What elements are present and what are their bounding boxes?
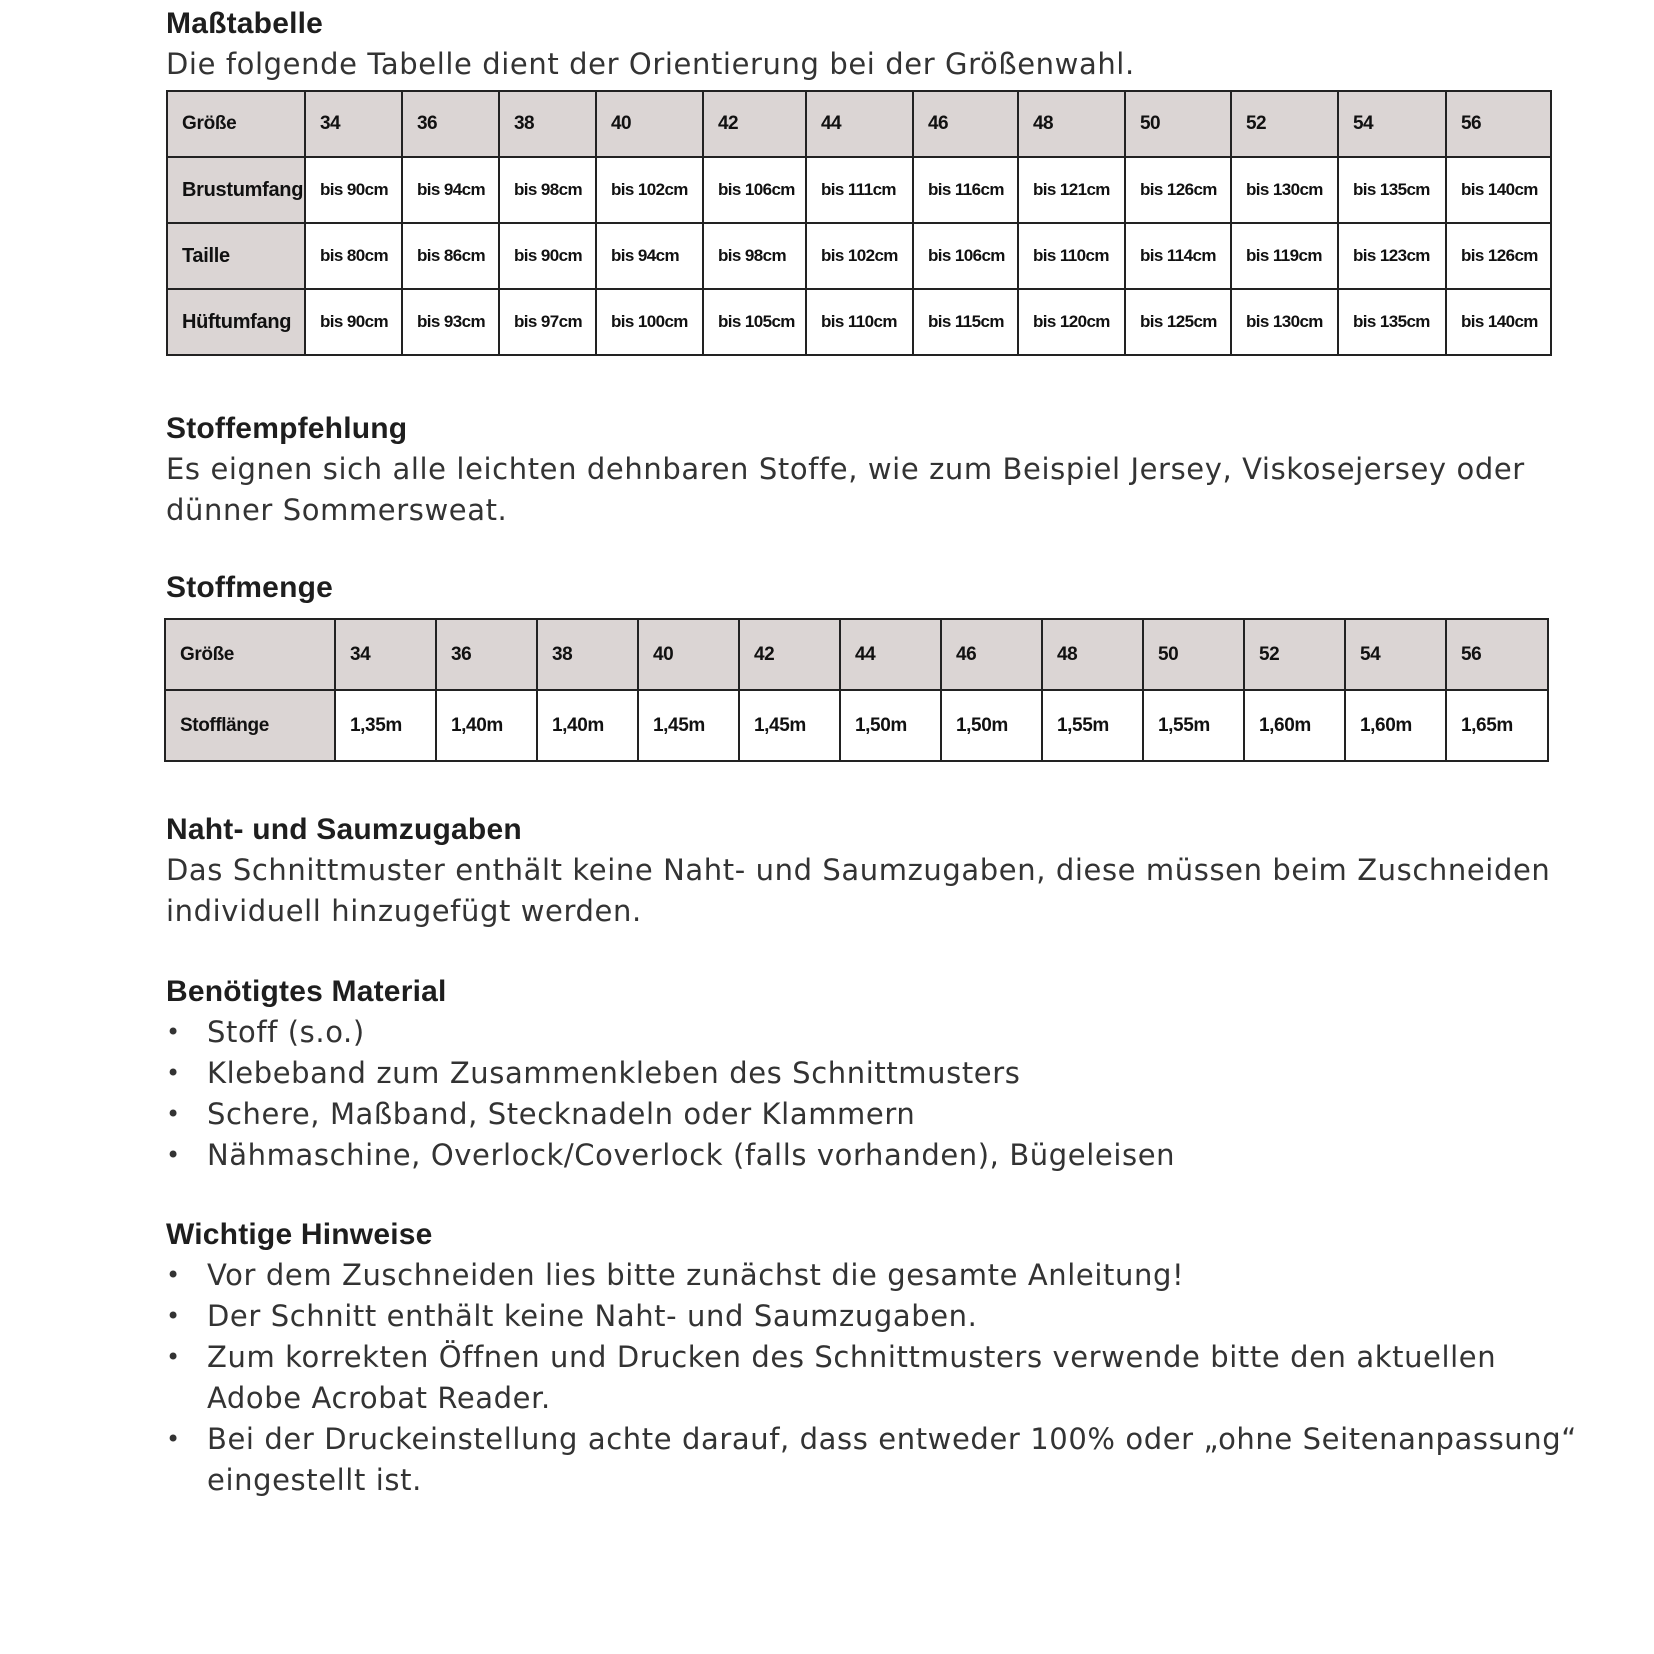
list-item: [166, 1135, 1175, 1176]
size-table-header-cell: 48: [1018, 91, 1125, 157]
hinweise-list: [166, 1255, 1577, 1501]
size-table-cell: bis 100cm: [596, 289, 703, 355]
size-table-cell: bis 94cm: [596, 223, 703, 289]
size-table-header-cell: 54: [1338, 91, 1446, 157]
section-hinweise: [166, 1215, 1577, 1501]
size-table-cell: bis 125cm: [1125, 289, 1231, 355]
fabric-table-cell: 1,60m: [1345, 690, 1446, 761]
fabric-table-header-cell: 46: [941, 619, 1042, 690]
fabric-table-cell: 1,45m: [638, 690, 739, 761]
fabric-table-cell: 1,65m: [1446, 690, 1548, 761]
list-item: [166, 1296, 1577, 1337]
list-item-text: Stoff (s.o.): [207, 1015, 365, 1049]
stoffempfehlung-heading: Stoffempfehlung: [166, 412, 408, 445]
section-material: [166, 972, 1175, 1176]
size-table-header-cell: 44: [806, 91, 913, 157]
fabric-table-cell: 1,55m: [1042, 690, 1143, 761]
size-table-cell: bis 140cm: [1446, 289, 1551, 355]
size-table-cell: bis 80cm: [305, 223, 402, 289]
stoffmenge-heading: Stoffmenge: [166, 571, 333, 604]
size-table-header-cell: 38: [499, 91, 596, 157]
size-table-cell: bis 110cm: [1018, 223, 1125, 289]
size-table-cell: bis 126cm: [1125, 157, 1231, 223]
stoffempfehlung-line-1: Es eignen sich alle leichten dehnbaren Stoffe, wie zum Beispiel Jersey, Viskosejersey oder: [166, 452, 1525, 486]
section-masstabelle: [166, 4, 1135, 85]
bullet-icon: •: [166, 1018, 181, 1046]
masstabelle-intro: Die folgende Tabelle dient der Orientierung bei der Größenwahl.: [166, 47, 1135, 81]
size-table-cell: bis 140cm: [1446, 157, 1551, 223]
material-heading: Benötigtes Material: [166, 975, 447, 1008]
fabric-table-header-row: [165, 619, 1548, 690]
size-table-header-cell: 42: [703, 91, 806, 157]
fabric-table-cell: 1,45m: [739, 690, 840, 761]
size-table-cell: bis 130cm: [1231, 157, 1338, 223]
naht-line-1: Das Schnittmuster enthält keine Naht- und Saumzugaben, diese müssen beim Zuschneiden: [166, 853, 1551, 887]
size-table-cell: bis 102cm: [596, 157, 703, 223]
size-table-cell: bis 93cm: [402, 289, 499, 355]
fabric-table-header-cell: 50: [1143, 619, 1244, 690]
fabric-table-header-cell: 42: [739, 619, 840, 690]
size-table-cell: bis 135cm: [1338, 289, 1446, 355]
list-item-text: Klebeband zum Zusammenkleben des Schnittmusters: [207, 1056, 1021, 1090]
size-table-header-cell: 56: [1446, 91, 1551, 157]
fabric-table-header-cell: 38: [537, 619, 638, 690]
stoffempfehlung-line-2: dünner Sommersweat.: [166, 493, 508, 527]
size-table-cell: bis 98cm: [499, 157, 596, 223]
list-item: [166, 1012, 1175, 1053]
fabric-table-cell: 1,40m: [537, 690, 638, 761]
fabric-table-header-cell: 48: [1042, 619, 1143, 690]
size-table-cell: bis 123cm: [1338, 223, 1446, 289]
list-item-text: Zum korrekten Öffnen und Drucken des Schnittmusters verwende bitte den aktuellen: [207, 1340, 1497, 1374]
size-table-header-cell: 40: [596, 91, 703, 157]
size-table-cell: bis 98cm: [703, 223, 806, 289]
fabric-table-header-label: Größe: [165, 619, 335, 690]
size-table-cell: bis 90cm: [499, 223, 596, 289]
fabric-table-header-cell: 52: [1244, 619, 1345, 690]
fabric-table-cell: 1,55m: [1143, 690, 1244, 761]
bullet-icon: •: [166, 1343, 181, 1371]
section-stoffempfehlung: [166, 409, 1525, 531]
size-table-cell: bis 116cm: [913, 157, 1018, 223]
size-table-cell: bis 90cm: [305, 289, 402, 355]
size-table-cell: bis 105cm: [703, 289, 806, 355]
bullet-icon: •: [166, 1425, 181, 1453]
size-table-cell: bis 130cm: [1231, 289, 1338, 355]
size-table-header-cell: 50: [1125, 91, 1231, 157]
size-table-cell: bis 126cm: [1446, 223, 1551, 289]
bullet-icon: •: [166, 1141, 181, 1169]
size-table-header-cell: 52: [1231, 91, 1338, 157]
list-item: [166, 1419, 1577, 1501]
size-table-cell: bis 102cm: [806, 223, 913, 289]
fabric-table-cell: 1,35m: [335, 690, 436, 761]
naht-line-2: individuell hinzugefügt werden.: [166, 894, 642, 928]
size-table-cell: bis 86cm: [402, 223, 499, 289]
size-table-cell: bis 120cm: [1018, 289, 1125, 355]
size-table-row-label: Brustumfang: [167, 157, 305, 223]
size-table-cell: bis 119cm: [1231, 223, 1338, 289]
list-item: [166, 1094, 1175, 1135]
size-table-row-label: Taille: [167, 223, 305, 289]
size-table-cell: bis 106cm: [913, 223, 1018, 289]
list-item-text: Nähmaschine, Overlock/Coverlock (falls vorhanden), Bügeleisen: [207, 1138, 1176, 1172]
size-table-cell: bis 121cm: [1018, 157, 1125, 223]
bullet-icon: •: [166, 1302, 181, 1330]
fabric-table-header-cell: 56: [1446, 619, 1548, 690]
fabric-table-header-cell: 34: [335, 619, 436, 690]
size-table-header-cell: 46: [913, 91, 1018, 157]
size-table-header-cell: 36: [402, 91, 499, 157]
size-table-cell: bis 115cm: [913, 289, 1018, 355]
size-table-cell: bis 97cm: [499, 289, 596, 355]
size-table-cell: bis 111cm: [806, 157, 913, 223]
size-table-header-cell: 34: [305, 91, 402, 157]
fabric-table-row-stofflaenge: [165, 690, 1548, 761]
size-table-cell: bis 106cm: [703, 157, 806, 223]
list-item: [166, 1053, 1175, 1094]
fabric-table-header-cell: 44: [840, 619, 941, 690]
size-table-cell: bis 135cm: [1338, 157, 1446, 223]
size-table-row-brustumfang: [167, 157, 1551, 223]
bullet-icon: •: [166, 1261, 181, 1289]
fabric-table-header-cell: 54: [1345, 619, 1446, 690]
list-item-text-continued: eingestellt ist.: [207, 1463, 422, 1497]
fabric-table-header-cell: 36: [436, 619, 537, 690]
list-item-text: Vor dem Zuschneiden lies bitte zunächst die gesamte Anleitung!: [207, 1258, 1185, 1292]
size-table-row-taille: [167, 223, 1551, 289]
size-table-row-label: Hüftumfang: [167, 289, 305, 355]
size-table-cell: bis 94cm: [402, 157, 499, 223]
fabric-table: [164, 618, 1549, 762]
masstabelle-heading: Maßtabelle: [166, 7, 324, 40]
size-table-row-hueftumfang: [167, 289, 1551, 355]
size-table-header-row: [167, 91, 1551, 157]
size-table-cell: bis 114cm: [1125, 223, 1231, 289]
hinweise-heading: Wichtige Hinweise: [166, 1218, 433, 1251]
fabric-table-cell: 1,50m: [840, 690, 941, 761]
material-list: [166, 1012, 1175, 1176]
fabric-table-cell: 1,60m: [1244, 690, 1345, 761]
list-item: [166, 1337, 1577, 1419]
list-item-text: Bei der Druckeinstellung achte darauf, dass entweder 100% oder „ohne Seitenanpassung“: [207, 1422, 1577, 1456]
list-item-text: Der Schnitt enthält keine Naht- und Saumzugaben.: [207, 1299, 978, 1333]
size-table-header-label: Größe: [167, 91, 305, 157]
fabric-table-header-cell: 40: [638, 619, 739, 690]
list-item-text-continued: Adobe Acrobat Reader.: [207, 1381, 551, 1415]
size-table-cell: bis 90cm: [305, 157, 402, 223]
section-stoffmenge: [166, 568, 333, 608]
size-table: [166, 90, 1552, 356]
fabric-table-row-label: Stofflänge: [165, 690, 335, 761]
naht-heading: Naht- und Saumzugaben: [166, 813, 522, 846]
fabric-table-cell: 1,40m: [436, 690, 537, 761]
bullet-icon: •: [166, 1059, 181, 1087]
list-item-text: Schere, Maßband, Stecknadeln oder Klammern: [207, 1097, 916, 1131]
bullet-icon: •: [166, 1100, 181, 1128]
section-naht: [166, 810, 1550, 932]
fabric-table-cell: 1,50m: [941, 690, 1042, 761]
size-table-cell: bis 110cm: [806, 289, 913, 355]
list-item: [166, 1255, 1577, 1296]
